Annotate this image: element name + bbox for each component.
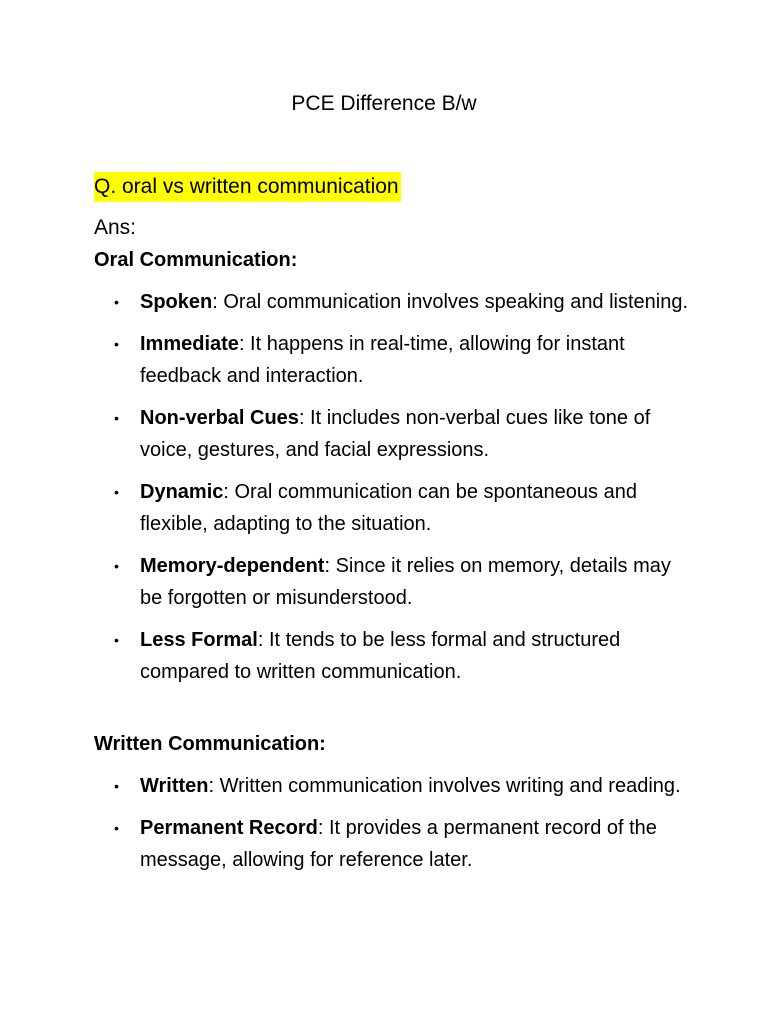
item-text: : Since it relies on memory, details may be forgotten or misunderstood. [140,555,671,609]
item-text: : Oral communication can be spontaneous and flexible, adapting to the situation. [140,481,637,535]
bullet-icon: • [114,294,119,310]
list-item [94,402,694,466]
item-term: Memory-dependent [140,555,325,577]
bullet-icon: • [114,632,119,648]
page-title: PCE Difference B/w [291,92,477,115]
list-item [94,286,694,318]
item-text: : It tends to be less formal and structured compared to written communication. [140,629,621,683]
bullet-icon: • [114,820,119,836]
list-item [94,550,694,614]
answer-label: Ans: [94,216,137,239]
item-term: Immediate [140,333,239,355]
item-term: Dynamic [140,481,224,503]
list-item [94,624,694,688]
question-highlighted: Q. oral vs written communication [94,172,401,202]
bullet-icon: • [114,778,119,794]
item-term: Less Formal [140,629,258,651]
bullet-icon: • [114,336,119,352]
item-text: : It includes non-verbal cues like tone of voice, gestures, and facial expressions. [140,407,651,461]
item-term: Spoken [140,291,213,313]
oral-communication-list [94,286,694,698]
item-text: : It happens in real-time, allowing for instant feedback and interaction. [140,333,625,387]
section-heading-oral: Oral Communication: [94,249,298,271]
bullet-icon: • [114,558,119,574]
written-communication-list [94,770,694,886]
section-heading-written: Written Communication: [94,733,326,755]
item-text: : Written communication involves writing and reading. [208,775,681,797]
item-text: : Oral communication involves speaking and listening. [212,291,689,313]
list-item [94,770,694,802]
list-item [94,476,694,540]
item-term: Non-verbal Cues [140,407,299,429]
list-item [94,812,694,876]
item-text: : It provides a permanent record of the message, allowing for reference later. [140,817,657,871]
bullet-icon: • [114,410,119,426]
list-item [94,328,694,392]
item-term: Written [140,775,209,797]
bullet-icon: • [114,484,119,500]
item-term: Permanent Record [140,817,318,839]
